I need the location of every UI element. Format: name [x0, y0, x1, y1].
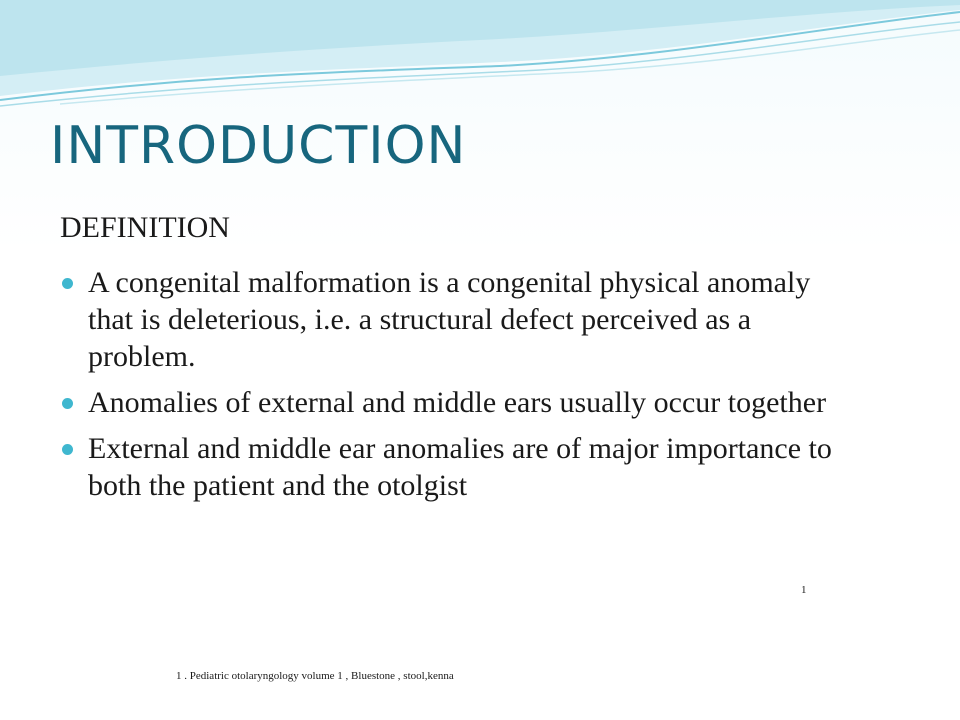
bullet-text: External and middle ear anomalies are of major importance to both the patient and the otolgist — [88, 432, 832, 502]
bullet-list — [60, 264, 860, 513]
header-wave-decoration — [0, 0, 960, 130]
bullet-dot-icon — [62, 444, 73, 455]
bullet-item — [60, 384, 860, 421]
bullet-item — [60, 430, 860, 504]
slide-title: INTRODUCTION — [50, 116, 467, 176]
reference-marker: 1 — [801, 584, 807, 596]
bullet-dot-icon — [62, 398, 73, 409]
definition-heading: DEFINITION — [60, 211, 230, 244]
bullet-dot-icon — [62, 278, 73, 289]
bullet-text: Anomalies of external and middle ears usually occur together — [88, 386, 827, 419]
bullet-item — [60, 264, 860, 375]
bullet-text: A congenital malformation is a congenital physical anomaly that is deleterious, i.e. a structural defect perceived as a problem. — [88, 266, 811, 373]
footnote: 1 . Pediatric otolaryngology volume 1 , Bluestone , stool,kenna — [176, 670, 454, 682]
